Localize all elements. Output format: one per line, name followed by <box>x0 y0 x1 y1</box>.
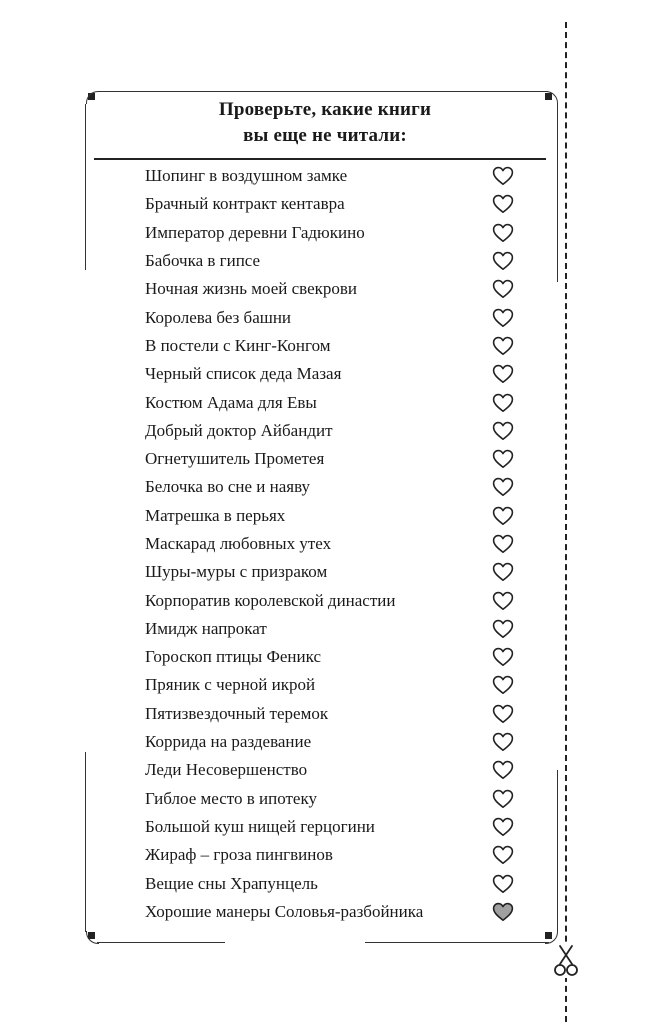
frame-left-line-bottom <box>85 752 86 932</box>
page-title-line-1: Проверьте, какие книги <box>218 99 432 120</box>
heart-outline-icon[interactable] <box>492 449 514 469</box>
frame-left-line-top <box>85 104 86 270</box>
heart-outline-icon[interactable] <box>492 166 514 186</box>
heart-outline-icon[interactable] <box>492 845 514 865</box>
cut-line <box>565 22 567 1022</box>
heart-outline-icon[interactable] <box>492 789 514 809</box>
heart-outline-icon[interactable] <box>492 534 514 554</box>
frame-ornament-bottom-left <box>86 931 99 944</box>
book-title: Шуры-муры с призраком <box>145 562 328 582</box>
book-list-item <box>145 502 525 530</box>
book-title: Костюм Адама для Евы <box>145 392 317 412</box>
book-title: Ночная жизнь моей свекрови <box>145 279 358 299</box>
book-list-item <box>145 700 525 728</box>
heart-outline-icon[interactable] <box>492 194 514 214</box>
book-list-item <box>145 841 525 869</box>
book-list-item <box>145 275 525 303</box>
book-title: Маскарад любовных утех <box>145 534 332 553</box>
heart-outline-icon[interactable] <box>492 562 514 582</box>
heart-outline-icon[interactable] <box>492 421 514 441</box>
book-title: Огнетушитель Прометея <box>145 449 325 469</box>
book-list-item <box>145 190 525 218</box>
book-list-item <box>145 445 525 473</box>
book-list-item <box>145 388 525 416</box>
book-title: Вещие сны Храпунцель <box>145 873 318 893</box>
page-title <box>92 97 558 149</box>
book-title: Бабочка в гипсе <box>145 251 261 271</box>
book-title: Добрый доктор Айбандит <box>145 420 333 440</box>
book-list-item <box>145 898 525 926</box>
heart-outline-icon[interactable] <box>492 647 514 667</box>
book-title: Пятизвездочный теремок <box>145 703 329 723</box>
book-list-item <box>145 530 525 558</box>
book-list-item <box>145 417 525 445</box>
book-list-item <box>145 785 525 813</box>
book-list-item <box>145 643 525 671</box>
book-title: Гиблое место в ипотеку <box>145 788 317 808</box>
heart-outline-icon[interactable] <box>492 591 514 611</box>
book-list-item <box>145 162 525 190</box>
book-title: Император деревни Гадюкино <box>145 222 365 242</box>
heart-outline-icon[interactable] <box>492 817 514 837</box>
book-title: Пряник с черной икрой <box>145 675 316 695</box>
book-title: Гороскоп птицы Феникс <box>145 647 321 667</box>
heart-outline-icon[interactable] <box>492 704 514 724</box>
heart-outline-icon[interactable] <box>492 393 514 413</box>
book-title: Шопинг в воздушном замке <box>145 166 348 186</box>
heart-outline-icon[interactable] <box>492 732 514 752</box>
heart-outline-icon[interactable] <box>492 336 514 356</box>
heart-outline-icon[interactable] <box>492 874 514 894</box>
book-list-item <box>145 813 525 841</box>
book-list-item <box>145 558 525 586</box>
book-title: Корпоратив королевской династии <box>145 590 396 610</box>
book-title: Белочка во сне и наяву <box>145 477 311 497</box>
frame-bottom-line-left <box>97 942 225 943</box>
book-title: Королева без башни <box>145 307 292 327</box>
book-title: В постели с Кинг-Конгом <box>145 335 331 355</box>
heart-outline-icon[interactable] <box>492 279 514 299</box>
page-title-line-2: вы еще не читали: <box>243 125 407 146</box>
book-list-item <box>145 756 525 784</box>
book-list-item <box>145 473 525 501</box>
book-title: Имидж напрокат <box>145 618 267 638</box>
book-list-item <box>145 332 525 360</box>
book-checklist <box>145 162 525 926</box>
heart-filled-icon[interactable] <box>492 902 514 922</box>
book-list-item <box>145 360 525 388</box>
frame-ornament-bottom-right <box>545 931 558 944</box>
heart-outline-icon[interactable] <box>492 506 514 526</box>
book-list-item <box>145 586 525 614</box>
book-list-item <box>145 728 525 756</box>
frame-right-line-bottom <box>557 770 558 932</box>
book-title: Жираф – гроза пингвинов <box>145 845 333 865</box>
book-title: Брачный контракт кентавра <box>145 194 345 214</box>
heart-outline-icon[interactable] <box>492 675 514 695</box>
scissors-icon <box>554 944 578 978</box>
book-title: Черный список деда Мазая <box>145 364 342 384</box>
frame-bottom-line-right <box>365 942 549 943</box>
heart-outline-icon[interactable] <box>492 308 514 328</box>
book-list-item <box>145 303 525 331</box>
book-list-item <box>145 615 525 643</box>
book-title: Большой куш нищей герцогини <box>145 816 375 836</box>
heart-outline-icon[interactable] <box>492 619 514 639</box>
book-title: Леди Несовершенство <box>145 760 308 780</box>
heart-outline-icon[interactable] <box>492 364 514 384</box>
book-title: Коррида на раздевание <box>145 732 312 752</box>
book-list-item <box>145 671 525 699</box>
heart-outline-icon[interactable] <box>492 223 514 243</box>
frame-top-line <box>97 91 548 92</box>
book-list-item <box>145 247 525 275</box>
title-divider <box>94 158 546 160</box>
heart-outline-icon[interactable] <box>492 251 514 271</box>
book-title: Матрешка в перьях <box>145 505 286 525</box>
book-list-item <box>145 219 525 247</box>
heart-outline-icon[interactable] <box>492 760 514 780</box>
book-list-item <box>145 869 525 897</box>
heart-outline-icon[interactable] <box>492 477 514 497</box>
book-title: Хорошие манеры Соловья-разбойника <box>145 901 424 921</box>
